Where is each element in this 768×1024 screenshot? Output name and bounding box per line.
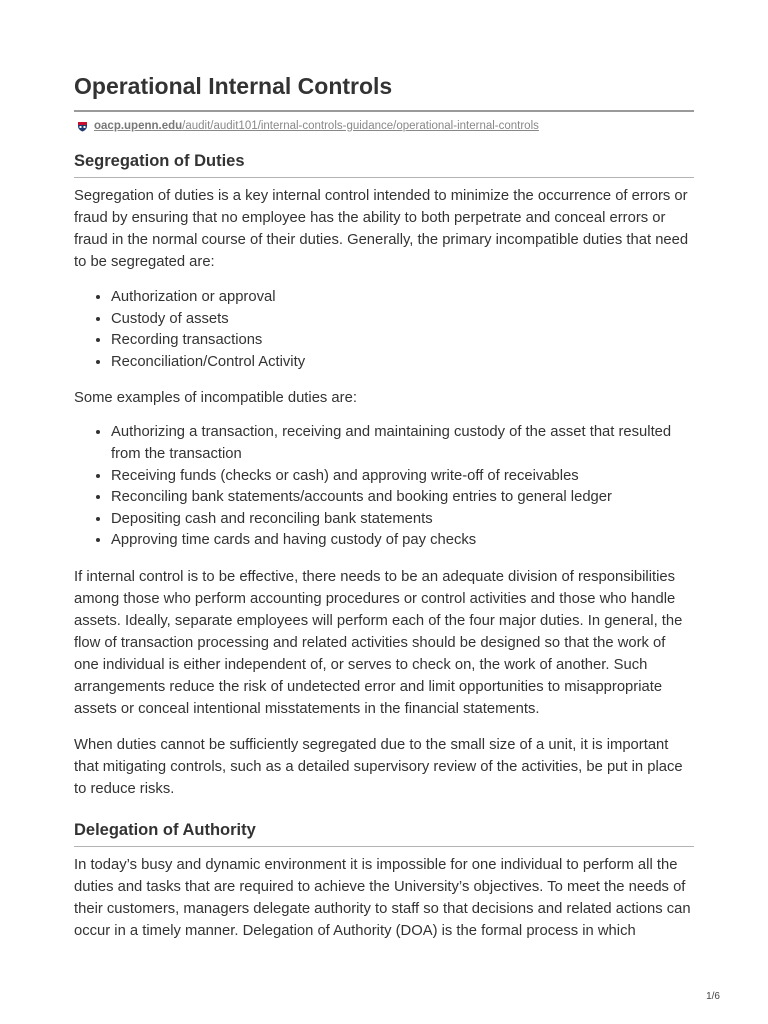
list-item: • Depositing cash and reconciling bank statements bbox=[111, 509, 694, 531]
section-heading-segregation: Segregation of Duties bbox=[74, 151, 694, 178]
source-domain: oacp.upenn.edu bbox=[94, 120, 183, 132]
segregation-intro-paragraph: Segregation of duties is a key internal control intended to minimize the occurrence of errors or fraud by ensuring that no employee has the ability to both perpetrate and conceal errors or fraud in the normal course of their duties. Generally, the primary incompatible duties that need to be segregated are: bbox=[74, 188, 689, 270]
page-title: Operational Internal Controls bbox=[74, 72, 694, 112]
section-heading-delegation: Delegation of Authority bbox=[74, 820, 694, 847]
list-item: • Receiving funds (checks or cash) and approving write-off of receivables bbox=[111, 466, 694, 488]
mitigating-controls-paragraph: When duties cannot be sufficiently segregated due to the small size of a unit, it is important that mitigating controls, such as a detailed supervisory review of the activities, be put in place to reduce risks. bbox=[74, 736, 683, 797]
incompatible-examples-list bbox=[74, 422, 694, 552]
list-item: • Authorization or approval bbox=[111, 287, 694, 309]
source-link[interactable] bbox=[94, 119, 539, 133]
delegation-intro-paragraph: In today’s busy and dynamic environment it is impossible for one individual to perform all the duties and tasks that are required to achieve the University’s objectives. To meet the needs of their customers, managers delegate authority to staff so that decisions and related actions can occur in a timely manner. Delegation of Authority (DOA) is the formal process in which bbox=[74, 856, 691, 939]
page-number: 1/6 bbox=[706, 991, 720, 1002]
document-page bbox=[74, 0, 694, 942]
list-item: • Reconciliation/Control Activity bbox=[111, 352, 694, 374]
list-item: • Authorizing a transaction, receiving and maintaining custody of the asset that resulted from the transaction bbox=[111, 422, 694, 465]
incompatible-duties-list bbox=[74, 287, 694, 373]
list-item: • Approving time cards and having custody of pay checks bbox=[111, 530, 694, 552]
penn-shield-icon bbox=[77, 121, 88, 132]
source-url bbox=[74, 119, 694, 133]
list-item: • Custody of assets bbox=[111, 309, 694, 331]
list-item: • Recording transactions bbox=[111, 330, 694, 352]
list-item: • Reconciling bank statements/accounts and booking entries to general ledger bbox=[111, 487, 694, 509]
source-path: /audit/audit101/internal-controls-guidance/operational-internal-controls bbox=[182, 120, 539, 132]
effective-control-paragraph: If internal control is to be effective, there needs to be an adequate division of responsibilities among those who perform accounting procedures or control activities and those who handle assets. Ideally, separate employees will perform each of the four major duties. In general, the flow of transaction processing and related activities should be designed so that the work of one individual is either independent of, or serves to check on, the work of another. Such arrangements reduce the risk of undetected error and limit opportunities to misappropriate assets or conceal intentional misstatements in the financial statements. bbox=[74, 568, 683, 717]
examples-intro-paragraph: Some examples of incompatible duties are: bbox=[74, 390, 357, 407]
